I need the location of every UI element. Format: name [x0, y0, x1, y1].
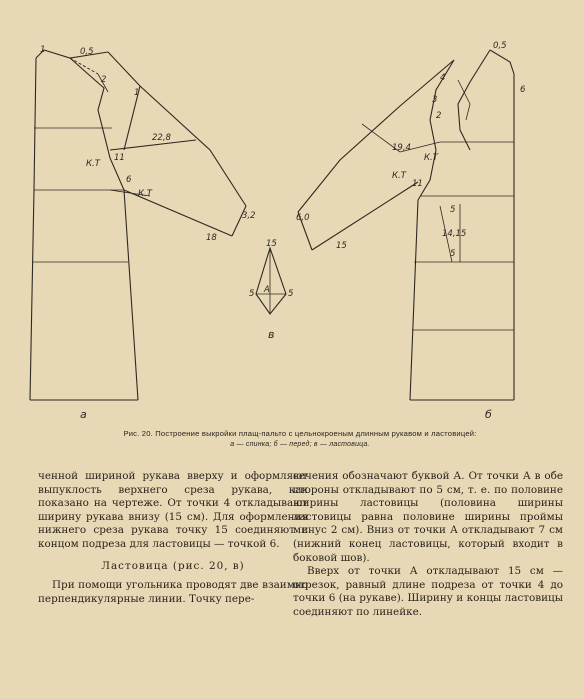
back-label-11: 11 [114, 153, 125, 163]
front-letter: б [485, 408, 492, 421]
left-paragraph-2: При помощи угольника проводят две взаимно перпендикулярные линии. Точку пере- [38, 579, 308, 605]
front-label-5: 5 [450, 205, 456, 215]
front-label-15: 15 [336, 241, 347, 251]
back-letter: а [80, 408, 87, 421]
front-label-kt2: К.Т [392, 171, 406, 181]
front-pattern [298, 50, 514, 400]
back-label-kt2: К.Т [138, 189, 152, 199]
front-label-3: 3 [432, 95, 438, 105]
front-label-60: 6,0 [296, 213, 310, 223]
left-paragraph-1: ченной шириной рукава вверху и оформляют выпуклость верхнего среза рукава, как показано на чертеже. От точки 4 откладывают ширину рукава внизу (15 см). Для оформления нижнего среза рукава точку 15 соединяют с концом подреза для ластовицы — точкой 6. [38, 470, 308, 550]
gusset-label-5b: 5 [288, 289, 294, 299]
gusset-pattern [256, 248, 286, 314]
caption-sub: а — спинка; б — перед; в — ластовица. [230, 441, 370, 448]
back-label-1: 1 [40, 45, 46, 55]
gusset-label-15: 15 [266, 239, 277, 249]
back-label-2: 2 [101, 75, 107, 85]
left-column [38, 470, 308, 606]
front-label-kt1: К.Т [424, 153, 438, 163]
back-label-kt1: К.Т [86, 159, 100, 169]
right-paragraph-1: сечения обозначают буквой А. От точки А в обе стороны откладывают по 5 см, т. е. по половине ширины ластовицы (половина ширины ластовицы равна половине ширины проймы минус 2 см). Вниз от точки А откладывают 7 см (нижний конец ластовицы, который входит в боковой шов). [293, 470, 563, 564]
front-label-4: 4 [440, 73, 446, 83]
front-label-6: 6 [520, 85, 526, 95]
gusset-label-5: 5 [249, 289, 255, 299]
gusset-label-a: А [264, 285, 270, 295]
front-label-11: 11 [412, 179, 423, 189]
front-label-1415: 14,15 [442, 229, 467, 239]
front-label-05: 0,5 [493, 41, 507, 51]
caption-main: Рис. 20. Построение выкройки плащ-пальто с цельнокроеным длинным рукавом и ластовицей: [123, 429, 477, 438]
front-label-194: 19,4 [392, 143, 411, 153]
front-label-2: 2 [436, 111, 442, 121]
right-paragraph-2: Вверх от точки А откладывают 15 см — отрезок, равный длине подреза от точки 4 до точки 6 (на рукаве). Ширину и концы ластовицы соединяют по линейке. [293, 565, 563, 618]
front-label-5b: 5 [450, 249, 456, 259]
back-label-32: 3,2 [242, 211, 256, 221]
figure-caption [40, 428, 560, 450]
section-heading: Ластовица (рис. 20, в) [101, 559, 245, 572]
back-label-18: 18 [206, 233, 217, 243]
back-label-6: 6 [126, 175, 132, 185]
right-column [293, 470, 563, 620]
back-label-05: 0,5 [80, 47, 94, 57]
back-label-228: 22,8 [152, 133, 171, 143]
gusset-letter: в [268, 328, 275, 341]
back-pattern [30, 50, 246, 400]
back-label-1b: 1 [134, 88, 140, 98]
